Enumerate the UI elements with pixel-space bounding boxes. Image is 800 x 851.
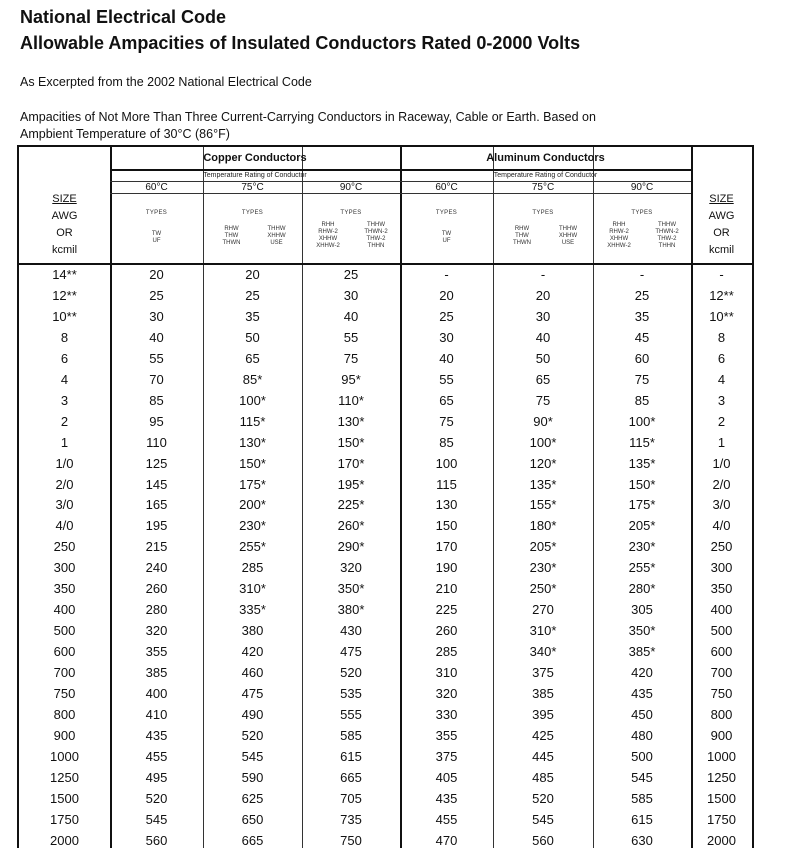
cell-al-60: 330: [435, 706, 458, 722]
cell-cu-60: 70: [149, 371, 164, 387]
cell-size-right: 1750: [707, 811, 736, 827]
page-title-line2: Allowable Ampacities of Insulated Conductors Rated 0-2000 Volts: [20, 33, 581, 53]
cell-al-75: 50: [535, 350, 551, 366]
cell-al-60: 115: [436, 476, 457, 492]
cell-size-right: 2000: [707, 832, 736, 848]
cell-al-60: 65: [439, 392, 454, 408]
cell-cu-60: 125: [145, 455, 168, 471]
cell-size-right: 1250: [707, 769, 736, 785]
cell-cu-90: 535: [340, 686, 362, 701]
cell-size-right: 10**: [709, 308, 734, 324]
cell-al-75: 135*: [529, 476, 557, 492]
cell-size: 8: [60, 329, 69, 345]
cell-size: 900: [53, 727, 76, 743]
cell-al-60: 405: [435, 769, 458, 785]
cell-cu-75: 85*: [242, 371, 263, 387]
cell-cu-75: 460: [241, 665, 264, 681]
cell-cu-60: 110: [146, 434, 167, 450]
cell-al-90: 585: [631, 790, 653, 806]
cell-al-90: 35: [634, 308, 650, 324]
table-row: [19, 348, 752, 369]
cell-al-60: 310: [435, 665, 458, 681]
page-title-line1: National Electrical Code: [20, 7, 227, 27]
cell-size-right: 3: [717, 392, 726, 408]
cell-size-right: -: [719, 267, 724, 282]
cell-al-60: 25: [439, 308, 454, 324]
cell-cu-60: 320: [145, 623, 168, 639]
cell-al-90: 350*: [628, 623, 656, 639]
cell-size: 700: [53, 665, 76, 681]
cell-al-90: 45: [634, 329, 650, 345]
cell-al-90: 150*: [628, 476, 656, 492]
cell-cu-75: 65: [245, 350, 260, 366]
cell-al-90: 480: [631, 727, 653, 743]
cell-size: 600: [53, 644, 76, 660]
cell-cu-75: 230*: [239, 518, 266, 534]
cell-size: 2: [60, 413, 69, 429]
table-row: [19, 306, 752, 327]
cell-al-90: 230*: [628, 539, 656, 555]
cell-cu-90: 750: [340, 832, 362, 848]
temp-al-60: 60°C: [435, 182, 458, 193]
cell-al-75: 520: [532, 790, 554, 806]
cell-al-90: 500: [631, 748, 653, 764]
cell-al-60: 355: [435, 727, 458, 743]
cell-size-right: 8: [717, 329, 726, 345]
cell-size-right: 400: [710, 602, 733, 618]
cell-al-75: 270: [532, 602, 554, 618]
description-line1: Ampacities of Not More Than Three Current-Carrying Conductors in Raceway, Cable or Earth. Based on: [20, 110, 596, 124]
insulation-types-cu90-a: RHH RHW-2 XHHW XHHW-2: [316, 222, 340, 249]
cell-cu-90: 40: [343, 308, 359, 324]
cell-al-90: 60: [634, 350, 650, 366]
insulation-types-cu90-b: THHW THWN-2 THW-2 THHN: [364, 222, 388, 249]
cell-cu-60: 55: [149, 350, 164, 366]
cell-al-90: 75: [634, 371, 650, 387]
cell-al-90: 85: [634, 392, 650, 408]
cell-cu-60: 165: [145, 497, 168, 513]
cell-al-60: 320: [435, 686, 458, 701]
cell-size: 800: [53, 706, 76, 722]
cell-al-75: 395: [532, 706, 554, 722]
cell-size: 14**: [52, 267, 77, 282]
cell-size: 400: [53, 602, 76, 618]
insulation-types-al75-a: RHW THW THWN: [513, 226, 531, 246]
cell-al-60: 30: [439, 329, 454, 345]
cell-cu-90: 585: [340, 727, 362, 743]
types-label-al60: TYPES: [435, 210, 458, 216]
cell-al-75: 100*: [529, 434, 557, 450]
cell-size-right: 2/0: [712, 476, 731, 492]
cell-cu-75: 590: [241, 769, 264, 785]
table-row: [19, 474, 752, 495]
cell-size: 10**: [52, 308, 77, 324]
cell-al-75: 120*: [529, 455, 557, 471]
cell-al-75: 180*: [529, 518, 557, 534]
cell-cu-60: 280: [145, 602, 168, 618]
temp-al-90: 90°C: [630, 182, 654, 193]
table-row: [19, 327, 752, 348]
temp-cu-75: 75°C: [241, 182, 264, 193]
table-row: [19, 494, 752, 515]
insulation-types-al75-b: THHW XHHW USE: [558, 226, 578, 246]
cell-al-90: 545: [631, 769, 653, 785]
temp-al-75: 75°C: [531, 182, 555, 193]
cell-al-75: 560: [532, 832, 554, 848]
cell-size: 1000: [50, 748, 79, 764]
cell-al-75: 90*: [533, 413, 553, 429]
cell-cu-60: 560: [145, 832, 168, 848]
cell-size: 3: [60, 392, 69, 408]
cell-cu-75: 650: [241, 811, 264, 827]
cell-cu-75: 130*: [239, 434, 266, 450]
cell-cu-60: 95: [149, 413, 164, 429]
cell-size-right: 1/0: [712, 455, 731, 471]
cell-cu-75: 25: [245, 287, 260, 303]
cell-cu-60: 495: [145, 769, 168, 785]
cell-cu-75: 520: [241, 727, 264, 743]
table-row: [19, 578, 752, 599]
table-row: [19, 767, 752, 788]
cell-cu-75: 625: [241, 790, 264, 806]
cell-al-90: -: [639, 267, 645, 282]
aluminum-conductors-header: Aluminum Conductors: [486, 152, 605, 164]
cell-cu-90: 55: [343, 329, 359, 345]
cell-cu-60: 455: [145, 748, 168, 764]
cell-cu-75: 420: [241, 644, 264, 660]
excerpt-note: As Excerpted from the 2002 National Electrical Code: [20, 75, 312, 89]
cell-al-60: 150: [435, 518, 458, 534]
cell-al-60: 75: [439, 413, 454, 429]
cell-cu-90: 380*: [337, 602, 365, 618]
cell-cu-75: 285: [241, 560, 264, 576]
cell-cu-60: 40: [149, 329, 164, 345]
cell-cu-60: 30: [149, 308, 164, 324]
cell-cu-60: 435: [145, 727, 168, 743]
table-row: [19, 453, 752, 474]
cell-cu-90: 260*: [337, 518, 365, 534]
cell-al-75: 75: [535, 392, 551, 408]
cell-size: 4/0: [55, 518, 74, 534]
cell-al-75: 155*: [529, 497, 557, 513]
cell-size-right: 750: [710, 686, 733, 701]
cell-al-90: 435: [631, 686, 653, 701]
cell-cu-75: 665: [241, 832, 264, 848]
cell-cu-90: 150*: [337, 434, 365, 450]
table-row: [19, 809, 752, 830]
insulation-types-cu60: TW UF: [151, 231, 162, 244]
table-row: [19, 641, 752, 662]
table-row: [19, 411, 752, 432]
cell-al-90: 175*: [628, 497, 656, 513]
aluminum-temp-rating-label: Temperature Rating of Conductor: [493, 172, 598, 179]
cell-al-75: 445: [532, 748, 554, 764]
cell-cu-60: 520: [145, 790, 168, 806]
cell-cu-90: 225*: [337, 497, 365, 513]
cell-al-75: 340*: [529, 644, 557, 660]
table-row: [19, 390, 752, 411]
cell-cu-75: 50: [245, 329, 260, 345]
table-row: [19, 432, 752, 453]
cell-size: 1: [60, 434, 69, 450]
cell-cu-90: 430: [340, 623, 362, 639]
table-row: [19, 662, 752, 683]
cell-size-right: 3/0: [712, 497, 731, 513]
cell-al-75: 250*: [529, 581, 557, 597]
cell-cu-90: 555: [340, 706, 362, 722]
cell-size-right: 500: [710, 623, 733, 639]
cell-al-60: 55: [439, 371, 454, 387]
cell-cu-60: 215: [145, 539, 168, 555]
cell-cu-75: 310*: [239, 581, 266, 597]
cell-al-90: 135*: [628, 455, 656, 471]
cell-cu-90: 75: [343, 350, 359, 366]
cell-size: 750: [53, 686, 76, 701]
group-underline: [110, 169, 691, 171]
temp-underline: [110, 193, 691, 194]
cell-al-60: 20: [439, 287, 454, 303]
insulation-types-cu75-a: RHW THW THWN: [222, 226, 241, 246]
cell-al-75: 205*: [529, 539, 557, 555]
cell-size: 4: [60, 371, 69, 387]
types-label-al75: TYPES: [532, 210, 554, 216]
cell-al-75: 40: [535, 329, 551, 345]
insulation-types-al90-b: THHW THWN-2 THW-2 THHN: [655, 222, 679, 249]
cell-size: 12**: [52, 287, 77, 303]
table-row: [19, 557, 752, 578]
cell-cu-60: 20: [149, 267, 164, 282]
cell-cu-75: 335*: [239, 602, 266, 618]
cell-al-75: 375: [532, 665, 554, 681]
cell-al-60: 225: [435, 602, 458, 618]
cell-al-60: 455: [435, 811, 458, 827]
cell-cu-60: 260: [145, 581, 168, 597]
table-row: [19, 725, 752, 746]
cell-al-90: 420: [631, 665, 653, 681]
cell-al-75: 20: [535, 287, 551, 303]
cell-cu-75: 255*: [239, 539, 266, 555]
description-line2: Ampbient Temperature of 30°C (86°F): [20, 127, 230, 141]
cell-cu-75: 100*: [239, 392, 266, 408]
cell-size-right: 1: [717, 434, 726, 450]
cell-size: 1500: [50, 790, 79, 806]
table-row: [19, 369, 752, 390]
cell-cu-90: 705: [340, 790, 362, 806]
cell-size: 1/0: [55, 455, 74, 471]
types-label-cu90: TYPES: [340, 210, 362, 216]
cell-cu-90: 735: [340, 811, 362, 827]
cell-al-90: 305: [631, 602, 653, 618]
cell-size-right: 800: [710, 706, 733, 722]
cell-al-75: 30: [535, 308, 551, 324]
cell-cu-90: 290*: [337, 539, 365, 555]
cell-al-90: 630: [631, 832, 653, 848]
cell-cu-75: 175*: [239, 476, 266, 492]
cell-cu-60: 145: [145, 476, 168, 492]
cell-size-right: 6: [717, 350, 726, 366]
cell-al-60: 100: [435, 455, 458, 471]
table-row: [19, 264, 752, 285]
cell-cu-90: 320: [340, 560, 362, 576]
cell-size-right: 250: [710, 539, 733, 555]
cell-al-60: 130: [435, 497, 458, 513]
table-row: [19, 683, 752, 704]
cell-cu-60: 195: [145, 518, 168, 534]
cell-size-right: 1500: [707, 790, 736, 806]
cell-al-60: 210: [435, 581, 458, 597]
cell-al-75: 485: [532, 769, 554, 785]
cell-al-75: -: [540, 267, 546, 282]
size-header-left: SIZE AWG OR kcmil: [51, 193, 78, 256]
cell-al-90: 280*: [628, 581, 656, 597]
cell-cu-90: 110*: [338, 392, 364, 408]
cell-cu-75: 490: [241, 706, 264, 722]
table-row: [19, 620, 752, 641]
cell-size-right: 700: [710, 665, 733, 681]
cell-cu-75: 115*: [239, 413, 266, 429]
cell-cu-90: 195*: [337, 476, 365, 492]
cell-cu-90: 475: [340, 644, 362, 660]
cell-size-right: 600: [710, 644, 733, 660]
types-label-cu60: TYPES: [145, 210, 168, 216]
table-row: [19, 704, 752, 725]
cell-cu-90: 350*: [337, 581, 365, 597]
size-header-right: SIZE AWG OR kcmil: [708, 193, 735, 256]
cell-cu-75: 150*: [239, 455, 266, 471]
table-row: [19, 599, 752, 620]
cell-al-60: 40: [439, 350, 454, 366]
cell-size-right: 1000: [707, 748, 736, 764]
cell-al-75: 545: [532, 811, 554, 827]
cell-al-90: 450: [631, 706, 653, 722]
cell-cu-60: 545: [145, 811, 168, 827]
table-row: [19, 746, 752, 767]
ampacity-table: [17, 145, 754, 848]
cell-al-60: -: [444, 267, 449, 282]
cell-cu-90: 30: [343, 287, 359, 303]
cell-al-90: 115*: [629, 434, 655, 450]
table-row: [19, 285, 752, 306]
cell-al-60: 285: [435, 644, 458, 660]
cell-size: 3/0: [55, 497, 74, 513]
cell-cu-90: 95*: [341, 371, 361, 387]
cell-al-90: 205*: [628, 518, 656, 534]
cell-al-60: 85: [439, 434, 454, 450]
cell-cu-75: 35: [245, 308, 260, 324]
cell-size-right: 4: [717, 371, 726, 387]
cell-al-75: 65: [535, 371, 551, 387]
cell-cu-60: 410: [145, 706, 168, 722]
cell-cu-90: 25: [343, 267, 359, 282]
cell-al-60: 375: [435, 748, 458, 764]
insulation-types-al90-a: RHH RHW-2 XHHW XHHW-2: [607, 222, 631, 249]
cell-size: 1750: [50, 811, 79, 827]
cell-size: 2/0: [55, 476, 74, 492]
cell-al-60: 170: [435, 539, 458, 555]
table-row: [19, 788, 752, 809]
cell-al-90: 25: [634, 287, 650, 303]
cell-cu-60: 240: [145, 560, 168, 576]
cell-al-90: 255*: [628, 560, 656, 576]
cell-cu-90: 665: [340, 769, 362, 785]
cell-size-right: 350: [710, 581, 733, 597]
cell-size-right: 4/0: [712, 518, 731, 534]
cell-size: 350: [53, 581, 76, 597]
cell-al-75: 230*: [529, 560, 557, 576]
cell-al-60: 435: [435, 790, 458, 806]
cell-cu-75: 475: [241, 686, 264, 701]
cell-size: 6: [60, 350, 69, 366]
table-row: [19, 830, 752, 851]
cell-cu-90: 170*: [337, 455, 365, 471]
cell-cu-90: 520: [340, 665, 362, 681]
cell-al-75: 425: [532, 727, 554, 743]
copper-conductors-header: Copper Conductors: [203, 152, 307, 164]
cell-cu-60: 400: [145, 686, 168, 701]
table-row: [19, 515, 752, 536]
cell-size-right: 12**: [709, 287, 734, 303]
cell-al-75: 310*: [529, 623, 557, 639]
copper-temp-rating-label: Temperature Rating of Conductor: [203, 172, 307, 179]
cell-al-60: 190: [435, 560, 458, 576]
cell-cu-60: 85: [149, 392, 164, 408]
cell-size-right: 300: [710, 560, 733, 576]
cell-size: 500: [53, 623, 76, 639]
cell-al-60: 470: [435, 832, 458, 848]
cell-cu-90: 130*: [337, 413, 365, 429]
cell-al-90: 385*: [628, 644, 656, 660]
temp-cu-90: 90°C: [339, 182, 363, 193]
cell-al-90: 615: [631, 811, 653, 827]
cell-al-90: 100*: [628, 413, 656, 429]
cell-cu-75: 545: [241, 748, 264, 764]
insulation-types-al60: TW UF: [441, 231, 452, 244]
cell-cu-60: 385: [145, 665, 168, 681]
cell-cu-75: 200*: [239, 497, 266, 513]
cell-size: 2000: [50, 832, 79, 848]
cell-cu-75: 380: [241, 623, 264, 639]
cell-cu-90: 615: [340, 748, 362, 764]
cell-size-right: 2: [717, 413, 726, 429]
cell-size: 1250: [50, 769, 79, 785]
cell-cu-60: 25: [149, 287, 164, 303]
cell-al-75: 385: [532, 686, 554, 701]
types-label-cu75: TYPES: [241, 210, 264, 216]
cell-cu-75: 20: [245, 267, 260, 282]
temp-cu-60: 60°C: [145, 182, 168, 193]
insulation-types-cu75-b: THHW XHHW USE: [267, 226, 286, 246]
cell-cu-60: 355: [145, 644, 168, 660]
cell-size: 250: [53, 539, 76, 555]
types-label-al90: TYPES: [631, 210, 653, 216]
cell-al-60: 260: [435, 623, 458, 639]
cell-size-right: 900: [710, 727, 733, 743]
cell-size: 300: [53, 560, 76, 576]
table-row: [19, 536, 752, 557]
